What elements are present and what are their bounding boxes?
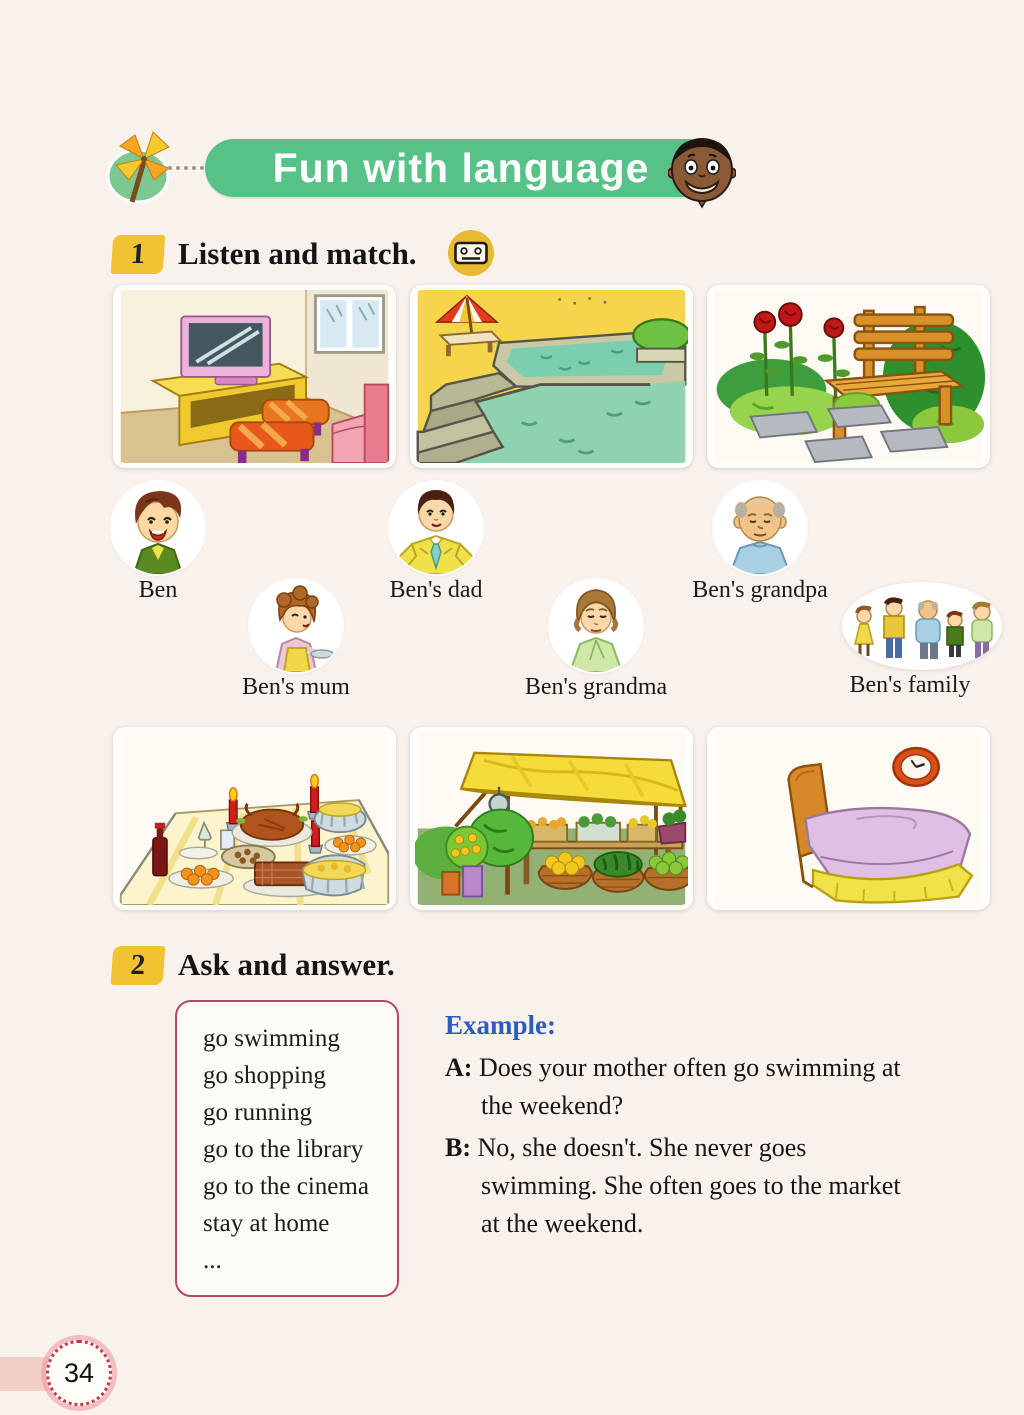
phrase-box [175,1000,399,1297]
character-label-bens-mum: Ben's mum [242,674,350,700]
scene-garden-bench [707,285,990,468]
activity1-number: 1 [129,238,147,270]
section-banner-title: Fun with language [272,144,650,191]
activity1-number-badge [111,235,166,274]
character-label-bens-grandma: Ben's grandma [524,674,668,700]
scene-market-stall [410,727,693,910]
phrase-item: ... [203,1247,222,1274]
phrase-item: go shopping [203,1062,326,1089]
scene-bedroom [707,727,990,910]
scene-living-room [113,285,396,468]
character-label-bens-dad: Ben's dad [389,577,483,603]
scene-swimming-pool [410,285,693,468]
character-bens-mum [250,580,342,672]
example-b-text: No, she doesn't. She never goes swimming. She often goes to the market at the weekend. [477,1133,901,1238]
boy-face-icon [668,135,736,209]
character-ben [112,482,204,574]
example-block [445,1010,923,1243]
speaker-a: A: [445,1053,473,1082]
character-bens-grandma [550,580,642,672]
speaker-b: B: [445,1133,471,1162]
page-number-text: 34 [63,1357,95,1388]
activity2-number-badge [111,946,166,985]
activity2-number: 2 [129,949,147,981]
character-bens-grandpa [714,482,806,574]
example-line-b [445,1129,923,1243]
phrase-item: go to the library [203,1136,364,1163]
character-label-bens-grandpa: Ben's grandpa [692,577,828,603]
example-a-text: Does your mother often go swimming at the weekend? [478,1053,901,1120]
phrase-item: stay at home [203,1210,330,1237]
phrase-item: go to the cinema [203,1173,369,1200]
phrase-item: go swimming [203,1025,340,1052]
activity1-title: Listen and match. [178,236,417,271]
phrase-item: go running [203,1099,313,1126]
example-label: Example: [445,1010,556,1040]
example-line-a [445,1049,923,1125]
pinwheel-icon [101,126,175,208]
character-label-bens-family: Ben's family [849,672,971,698]
cassette-icon [447,229,495,277]
character-bens-family [842,582,1002,670]
page-number [46,1340,112,1406]
section-banner [205,139,717,197]
character-label-ben: Ben [138,577,178,603]
scene-dinner-table [113,727,396,910]
character-bens-dad [390,482,482,574]
activity2-title: Ask and answer. [178,947,395,982]
